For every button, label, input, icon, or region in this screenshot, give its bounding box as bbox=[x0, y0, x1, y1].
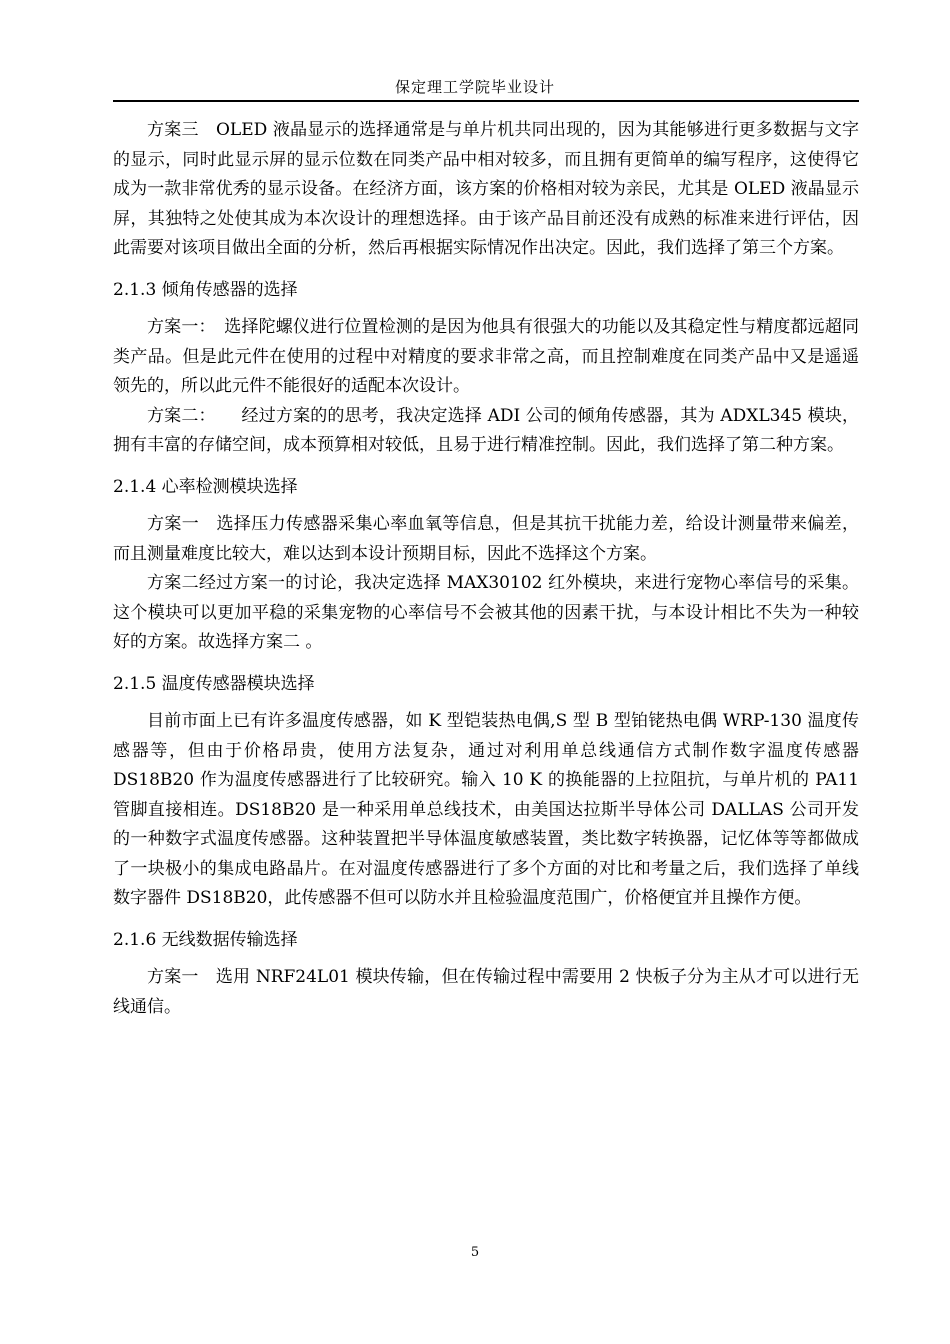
document-body bbox=[113, 116, 859, 1022]
section-heading-2-1-5: 2.1.5 温度传感器模块选择 bbox=[113, 673, 315, 694]
paragraph-temperature-sensor: 目前市面上已有许多温度传感器，如 K 型铠装热电偶,S 型 B 型铂铑热电偶 WRP-130 温度传感器等，但由于价格昂贵，使用方法复杂，通过对利用单总线通信方式制作数字温度传感器 DS18B20 作为温度传感器进行了比较研究。输入 10 K 的换能器的上拉阻抗，与单片机的 PA11 管脚直接相连。DS18B20 是一种采用单总线技术，由美国达拉斯半导体公司 DALLAS 公司开发的一种数字式温度传感器。这种装置把半导体温度敏感装置，类比数字转换器，记忆体等等都做成了一块极小的集成电路晶片。在对温度传感器进行了多个方面的对比和考量之后，我们选择了单线数字器件 DS18B20，此传感器不但可以防水并且检验温度范围广，价格便宜并且操作方便。 bbox=[113, 711, 859, 908]
page-number: 5 bbox=[470, 1245, 480, 1260]
paragraph-heart-option1: 方案一 选择压力传感器采集心率血氧等信息，但是其抗干扰能力差，给设计测量带来偏差，而且测量难度比较大，难以达到本设计预期目标，因此不选择这个方案。 bbox=[113, 514, 859, 564]
paragraph-tilt-option1: 方案一： 选择陀螺仪进行位置检测的是因为他具有很强大的功能以及其稳定性与精度都远超同类产品。但是此元件在使用的过程中对精度的要求非常之高，而且控制难度在同类产品中又是遥遥领先的，所以此元件不能很好的适配本次设计。 bbox=[113, 317, 859, 396]
section-heading-2-1-3: 2.1.3 倾角传感器的选择 bbox=[113, 279, 298, 300]
paragraph-heart-option2: 方案二经过方案一的讨论，我决定选择 MAX30102 红外模块，来进行宠物心率信号的采集。这个模块可以更加平稳的采集宠物的心率信号不会被其他的因素干扰，与本设计相比不失为一种较好的方案。故选择方案二 。 bbox=[113, 573, 859, 652]
section-heading-2-1-4: 2.1.4 心率检测模块选择 bbox=[113, 476, 298, 497]
paragraph-tilt-option2: 方案二： 经过方案的的思考，我决定选择 ADI 公司的倾角传感器，其为 ADXL345 模块，拥有丰富的存储空间，成本预算相对较低，且易于进行精准控制。因此，我们选择了第二种方案。 bbox=[113, 405, 859, 455]
section-heading-2-1-6: 2.1.6 无线数据传输选择 bbox=[113, 929, 298, 950]
header-divider bbox=[113, 100, 859, 102]
paragraph-oled-option3: 方案三 OLED 液晶显示的选择通常是与单片机共同出现的，因为其能够进行更多数据与文字的显示，同时此显示屏的显示位数在同类产品中相对较多，而且拥有更简单的编写程序，这使得它成为一款非常优秀的显示设备。在经济方面，该方案的价格相对较为亲民，尤其是 OLED 液晶显示屏，其独特之处使其成为本次设计的理想选择。由于该产品目前还没有成熟的标准来进行评估，因此需要对该项目做出全面的分析，然后再根据实际情况作出决定。因此，我们选择了第三个方案。 bbox=[113, 120, 859, 258]
page-header-title: 保定理工学院毕业设计 bbox=[394, 78, 555, 96]
paragraph-wireless-option1: 方案一 选用 NRF24L01 模块传输，但在传输过程中需要用 2 快板子分为主从才可以进行无线通信。 bbox=[113, 967, 859, 1017]
